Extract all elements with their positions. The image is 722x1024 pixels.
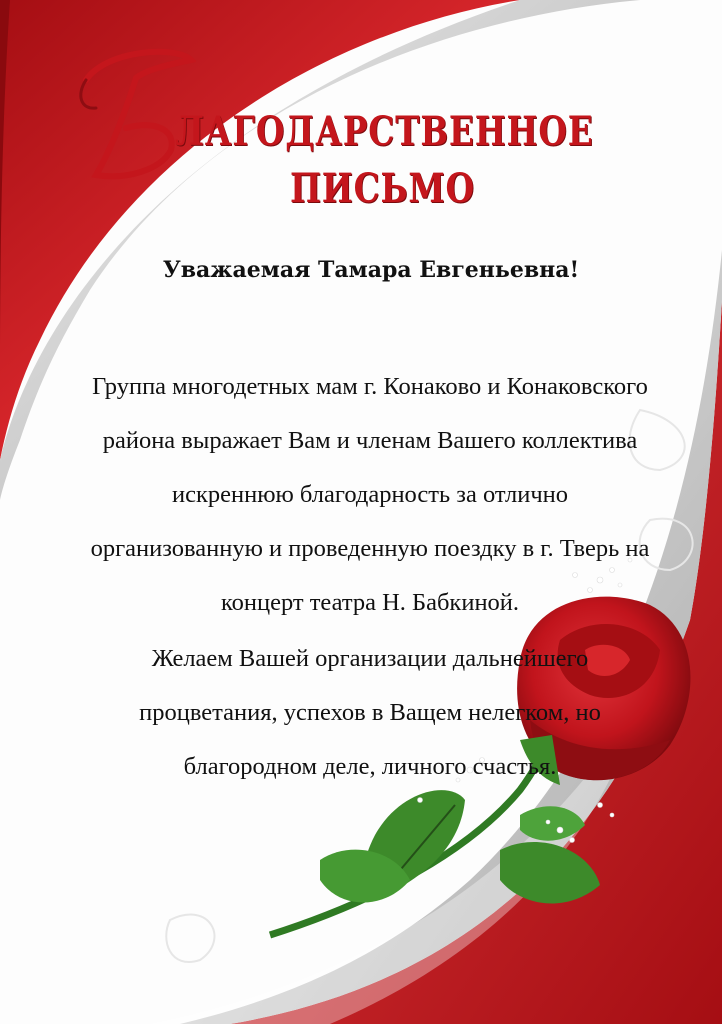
title-line-1: ЛАГОДАРСТВЕННОЕ [175, 108, 594, 155]
paragraph-2: Желаем Вашей организации дальнейшего процветания, успехов в Ващем нелегком, но благородном деле, личного счастья. [139, 645, 601, 780]
greeting: Уважаемая Тамара Евгеньевна! [162, 257, 580, 283]
title-line-2: ПИСЬМО [290, 165, 475, 212]
paragraph-1: Группа многодетных мам г. Конаково и Конаковского района выражает Вам и членам Вашего коллектива искреннюю благодарность за отлично организованную и проведенную поездку в г. Тверь на концерт театра Н. Бабкиной. [90, 373, 650, 616]
letter-body [90, 360, 650, 794]
